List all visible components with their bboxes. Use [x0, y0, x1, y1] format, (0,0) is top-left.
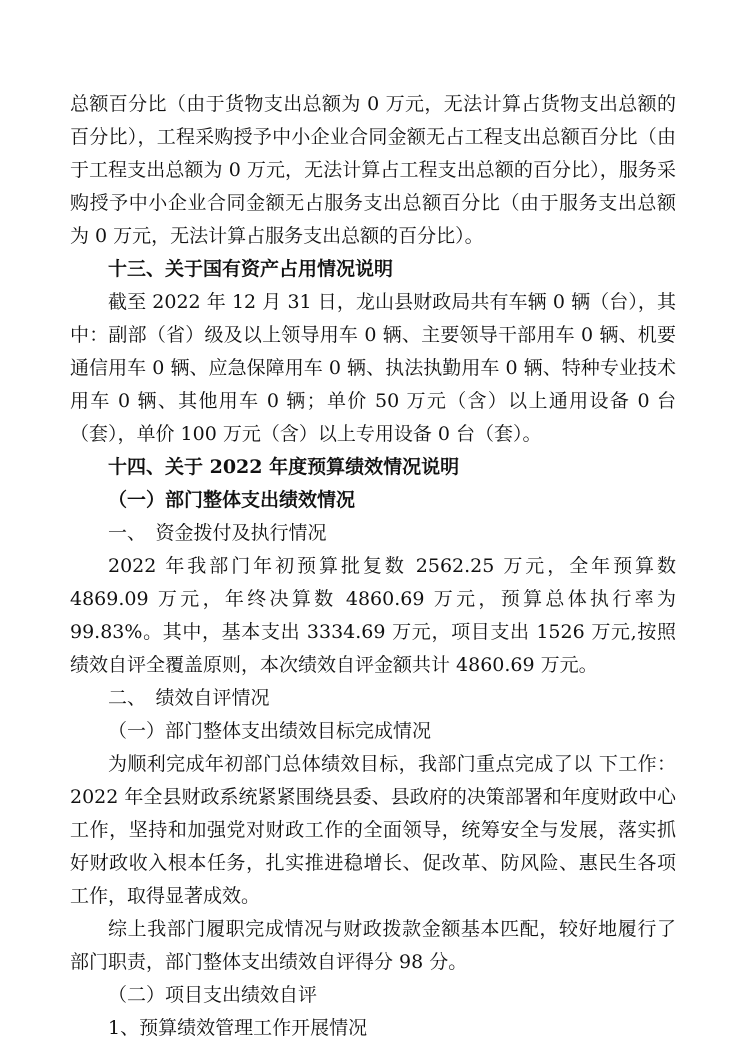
- paragraph-goal-completion: 为顺利完成年初部门总体绩效目标，我部门重点完成了以 下工作：2022 年全县财政系统紧紧围绕县委、县政府的决策部署和年度财政中心工作，坚持和加强党对财政工作的全面领导，统筹安全与发展，落实抓好财政收入根本任务，扎实推进稳增长、促改革、防风险、惠民生各项工作，取得显著成效。: [70, 753, 676, 907]
- paragraph-state-assets: 截至 2022 年 12 月 31 日，龙山县财政局共有车辆 0 辆（台），其中：副部（省）级及以上领导用车 0 辆、主要领导干部用车 0 辆、机要通信用车 0 辆、应急保障用车 0 辆、执法执勤用车 0 辆、特种专业技术用车 0 辆、其他用车 0 辆；单价 50 万元（含）以上通用设备 0 台（套），单价 100 万元（含）以上专用设备 0 台（套）。: [70, 291, 676, 445]
- item-heading-funding: 一、 资金拨付及执行情况: [108, 522, 327, 544]
- section-heading-13: 十三、关于国有资产占用情况说明: [108, 258, 394, 280]
- subitem-heading-project-evaluation: （二）项目支出绩效自评: [108, 984, 318, 1006]
- paragraph-summary-score: 综上我部门履职完成情况与财政拨款金额基本匹配，较好地履行了部门职责，部门整体支出绩效自评得分 98 分。: [70, 918, 676, 973]
- paragraph-procurement-summary: 总额百分比（由于货物支出总额为 0 万元，无法计算占货物支出总额的百分比），工程采购授予中小企业合同金额无占工程支出总额百分比（由于工程支出总额为 0 万元，无法计算占工程支出总额的百分比），服务采购授予中小企业合同金额无占服务支出总额百分比（由于服务支出总额为 0 万元，无法计算占服务支出总额的百分比）。: [70, 93, 676, 247]
- item-heading-self-evaluation: 二、 绩效自评情况: [108, 687, 270, 709]
- document-page: [70, 88, 676, 1045]
- section-heading-14: 十四、关于 2022 年度预算绩效情况说明: [108, 456, 460, 478]
- subheading-department-overall: （一）部门整体支出绩效情况: [108, 489, 356, 511]
- subitem-heading-goal-completion: （一）部门整体支出绩效目标完成情况: [108, 720, 432, 742]
- item-heading-budget-management: 1、预算绩效管理工作开展情况: [108, 1017, 368, 1039]
- paragraph-funding-details: 2022 年我部门年初预算批复数 2562.25 万元，全年预算数 4869.09 万元，年终决算数 4860.69 万元，预算总体执行率为 99.83%。其中，基本支出 3334.69 万元，项目支出 1526 万元,按照绩效自评全覆盖原则，本次绩效自评金额共计 4860.69 万元。: [70, 555, 676, 676]
